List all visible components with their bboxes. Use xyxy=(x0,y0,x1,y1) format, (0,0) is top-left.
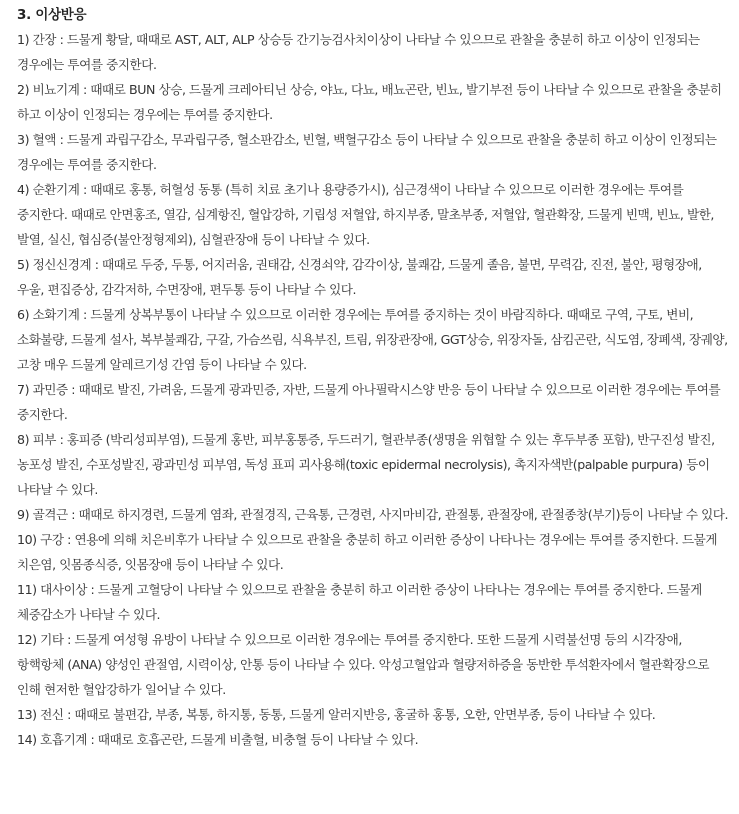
item-text: 9) 골격근 : 때때로 하지경련, 드물게 염좌, 관절경직, 근육통, 근경련, 사지마비감, 관절통, 관절장애, 관절종창(부기)등이 나타날 수 있다. xyxy=(17,507,729,522)
list-item-blood xyxy=(17,127,729,177)
item-text: 1) 간장 : 드물게 황달, 때때로 AST, ALT, ALP 상승등 간기능검사치이상이 나타날 수 있으므로 관찰을 충분히 하고 이상이 인정되는 경우에는 투여를 중지한다. xyxy=(17,32,700,72)
list-item-other xyxy=(17,627,729,702)
item-text: 10) 구강 : 연용에 의해 치은비후가 나타날 수 있으므로 관찰을 충분히 하고 이러한 증상이 나타나는 경우에는 투여를 중지한다. 드물게 치은염, 잇몸종식증, 잇몸장애 등이 나타날 수 있다. xyxy=(17,532,718,572)
item-text: 4) 순환기계 : 때때로 홍통, 허혈성 동통 (특히 치료 초기나 용량증가시), 심근경색이 나타날 수 있으므로 이러한 경우에는 투여를 중지한다. 때때로 안면홍조, 열감, 심계항진, 혈압강하, 기립성 저혈압, 하지부종, 말초부종, 저혈압, 혈관확장, 드물게 빈맥, 빈뇨, 발한, 발열, 실신, 협심증(불안정형제외), 심혈관장애 등이 나타날 수 있다. xyxy=(17,182,714,247)
item-text: 5) 정신신경계 : 때때로 두중, 두통, 어지러움, 권태감, 신경쇠약, 감각이상, 불쾌감, 드물게 졸음, 불면, 무력감, 진전, 불안, 평형장애, 우울, 편집증상, 감각저하, 수면장애, 편두통 등이 나타날 수 있다. xyxy=(17,257,702,297)
item-text: 6) 소화기계 : 드물게 상복부통이 나타날 수 있으므로 이러한 경우에는 투여를 중지하는 것이 바람직하다. 때때로 구역, 구토, 변비, 소화불량, 드물게 설사, 복부불쾌감, 구갈, 가슴쓰림, 식욕부진, 트림, 위장관장애, GGT상승, 위장자돌, 삼킴곤란, 식도염, 장폐색, 장궤양, 고창 매우 드물게 알레르기성 간염 등이 나타날 수 있다. xyxy=(17,307,728,372)
list-item-oral xyxy=(17,527,729,577)
list-item-skin xyxy=(17,427,729,502)
list-item-neuro xyxy=(17,252,729,302)
list-item-skeletal-muscle xyxy=(17,502,729,527)
item-text: 12) 기타 : 드물게 여성형 유방이 나타날 수 있으므로 이러한 경우에는 투여를 중지한다. 또한 드물게 시력불선명 등의 시각장애, 항핵항체 (ANA) 양성인 관절염, 시력이상, 안통 등이 나타날 수 있다. 악성고혈압과 혈량저하증을 동반한 투석환자에서 혈관확장으로 인해 현저한 혈압강하가 일어날 수 있다. xyxy=(17,632,710,697)
list-item-respiratory xyxy=(17,727,729,752)
item-text: 7) 과민증 : 때때로 발진, 가려움, 드물게 광과민증, 자반, 드물게 아나필락시스양 반응 등이 나타날 수 있으므로 이러한 경우에는 투여를 중지한다. xyxy=(17,382,721,422)
list-item-systemic xyxy=(17,702,729,727)
item-text: 3) 혈액 : 드물게 과립구감소, 무과립구증, 혈소판감소, 빈혈, 백혈구감소 등이 나타날 수 있으므로 관찰을 충분히 하고 이상이 인정되는 경우에는 투여를 중지한다. xyxy=(17,132,717,172)
item-text: 11) 대사이상 : 드물게 고혈당이 나타날 수 있으므로 관찰을 충분히 하고 이러한 증상이 나타나는 경우에는 투여를 중지한다. 드물게 체중감소가 나타날 수 있다. xyxy=(17,582,702,622)
item-text: 8) 피부 : 홍피증 (박리성피부염), 드물게 홍반, 피부홍통증, 두드러기, 혈관부종(생명을 위협할 수 있는 후두부종 포함), 반구진성 발진, 농포성 발진, 수포성발진, 광과민성 피부염, 독성 표피 괴사용해(toxic epidermal necrolysis), 촉지자색반(palpable purpura) 등이 나타날 수 있다. xyxy=(17,432,715,497)
list-item-circulatory xyxy=(17,177,729,252)
list-item-metabolic xyxy=(17,577,729,627)
section-title: 3. 이상반응 xyxy=(17,7,87,23)
item-text: 14) 호흡기계 : 때때로 호흡곤란, 드물게 비출혈, 비충혈 등이 나타날 수 있다. xyxy=(17,732,419,747)
list-item-digestive xyxy=(17,302,729,377)
item-text: 13) 전신 : 때때로 불편감, 부종, 복통, 하지통, 동통, 드물게 알러지반응, 홍굴하 홍통, 오한, 안면부종, 등이 나타날 수 있다. xyxy=(17,707,656,722)
list-item-liver xyxy=(17,27,729,77)
list-item-hypersensitivity xyxy=(17,377,729,427)
list-item-urinary xyxy=(17,77,729,127)
item-text: 2) 비뇨기계 : 때때로 BUN 상승, 드물게 크레아티닌 상승, 야뇨, 다뇨, 배뇨곤란, 빈뇨, 발기부전 등이 나타날 수 있으므로 관찰을 충분히 하고 이상이 인정되는 경우에는 투여를 중지한다. xyxy=(17,82,722,122)
